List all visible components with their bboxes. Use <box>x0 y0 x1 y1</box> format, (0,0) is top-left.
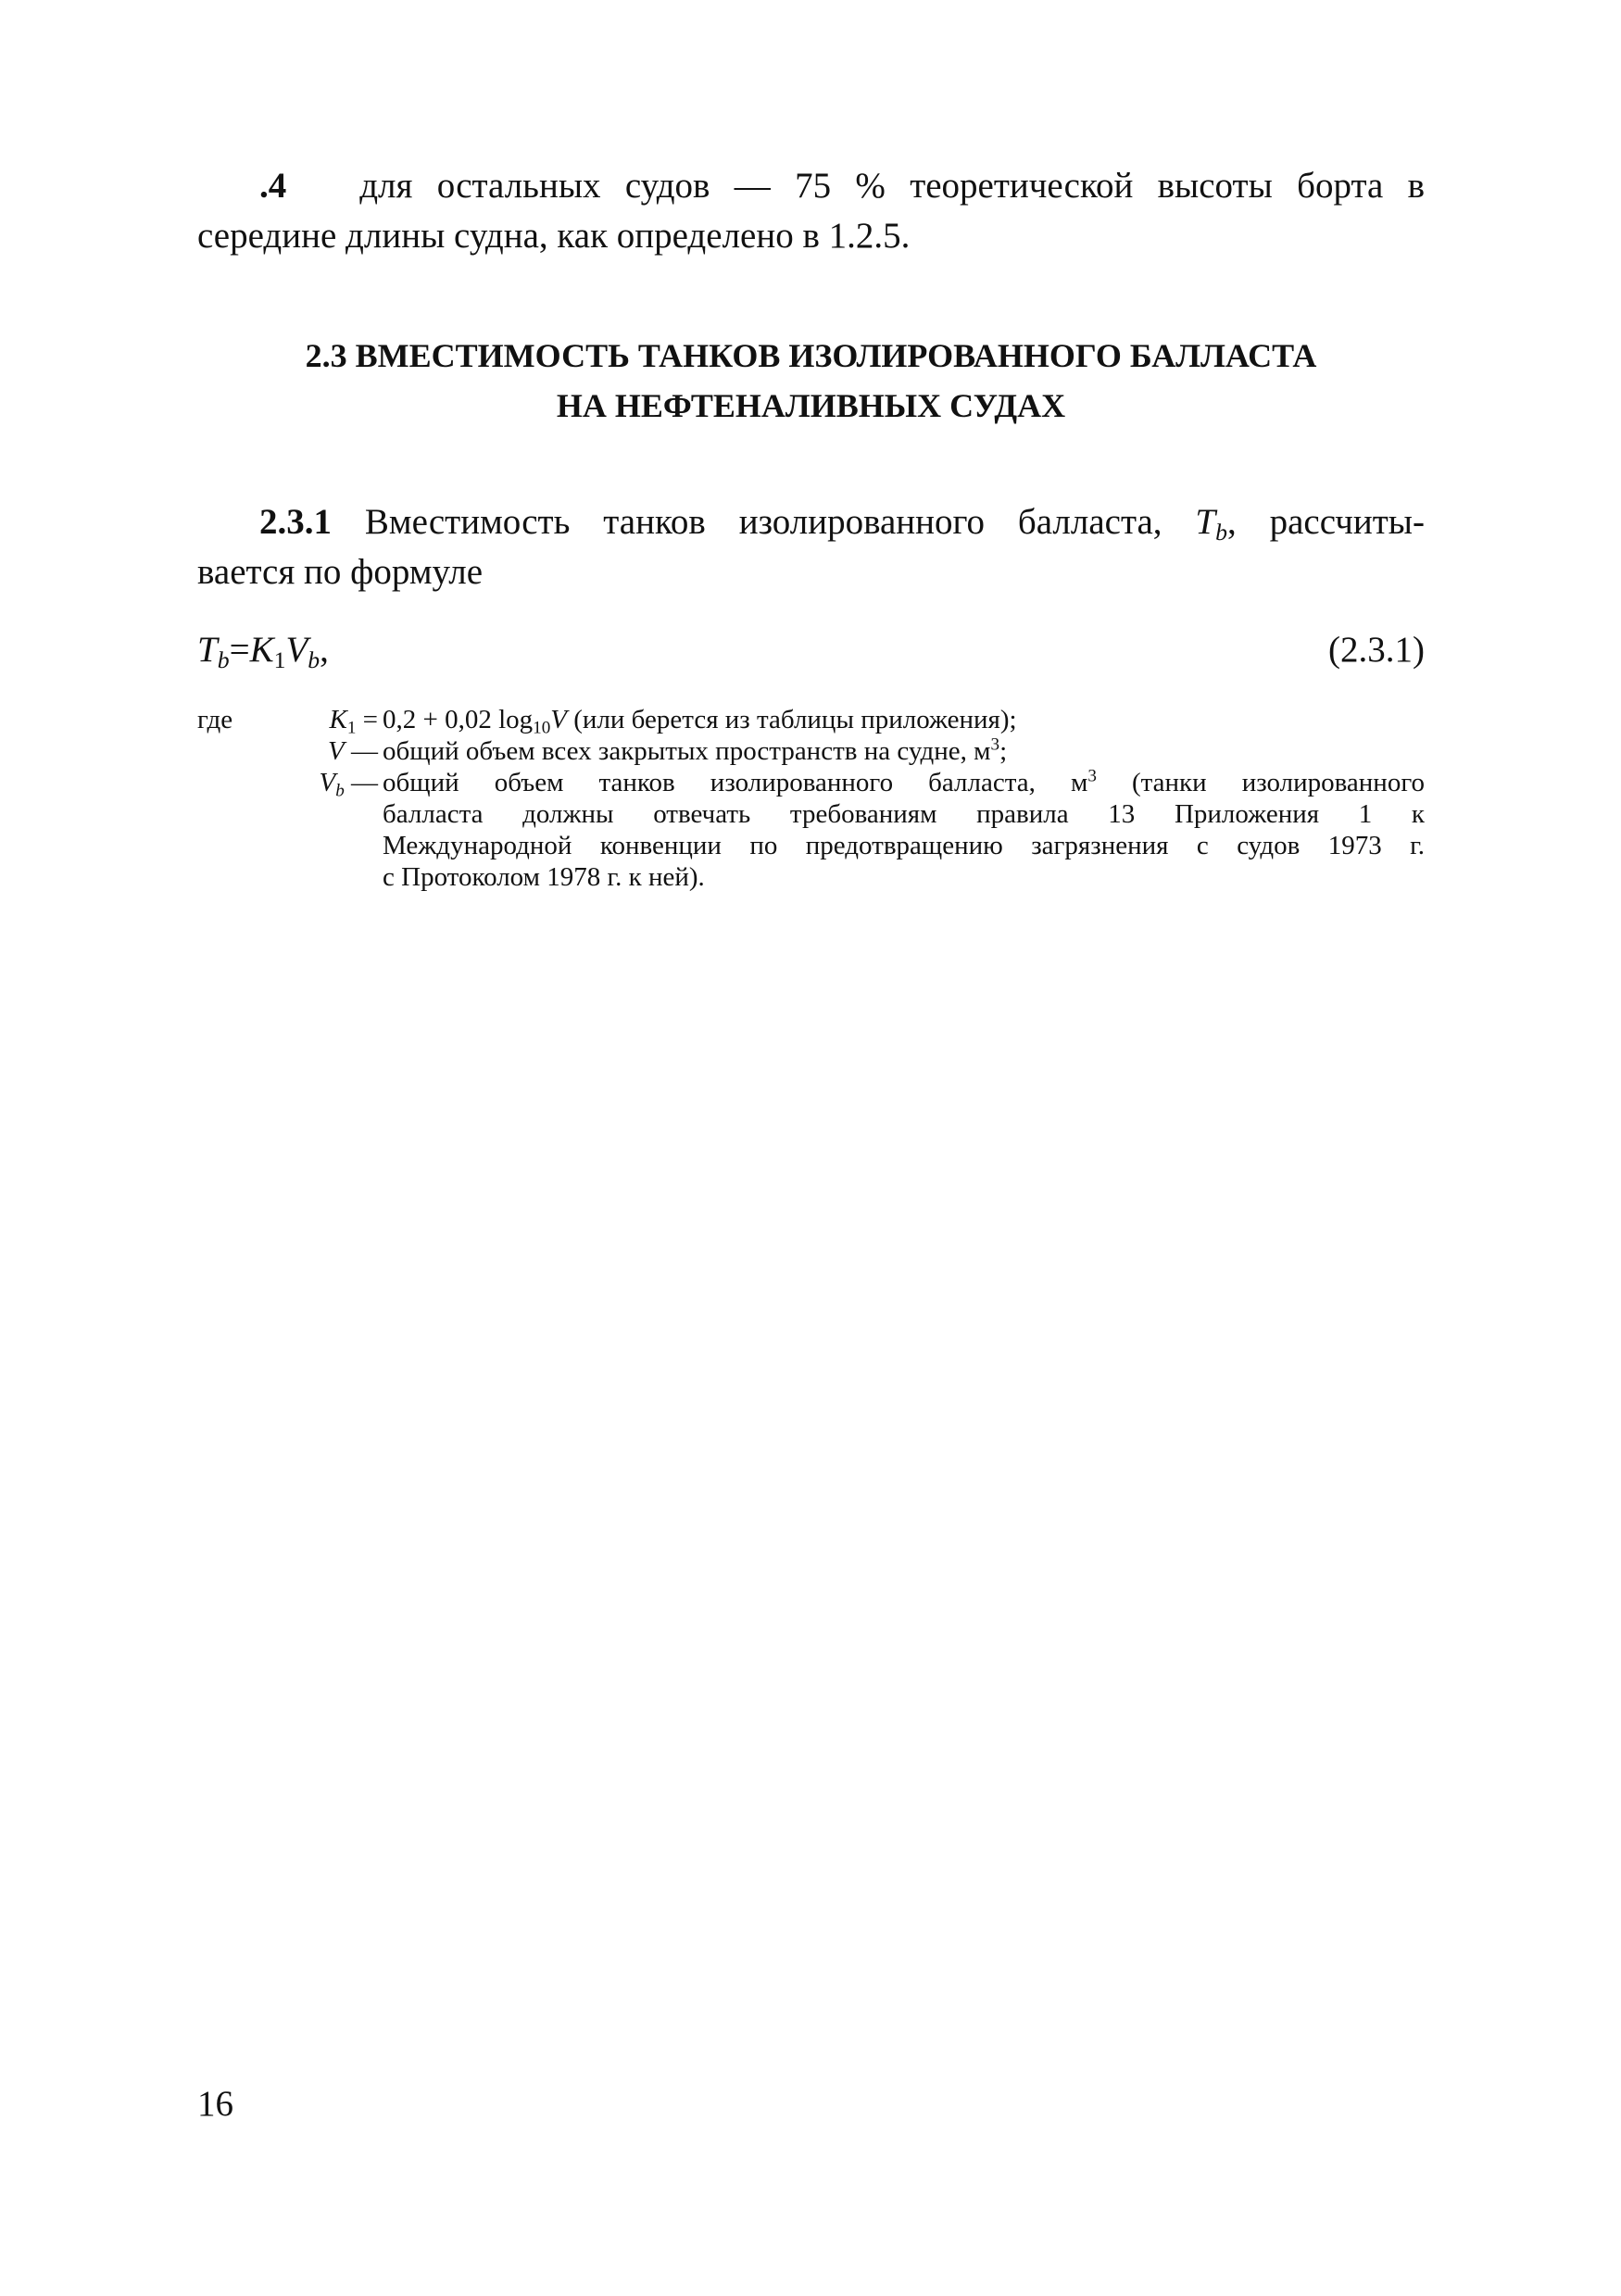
formula-V-sub: b <box>308 646 320 674</box>
definition-k1-text <box>383 704 1425 738</box>
definition-vb-symbol <box>197 767 378 801</box>
vb-sep: — <box>344 768 378 797</box>
vb-unit-sup: 3 <box>1087 766 1097 786</box>
item-4-paragraph <box>197 161 1425 261</box>
item-4-text-1: для остальных судов — 75 % теоретической высоты борта в <box>359 166 1425 206</box>
formula <box>197 625 329 675</box>
formula-K-sub: 1 <box>273 646 286 674</box>
clause-line-1 <box>197 497 1425 547</box>
section-heading-line-2: НА НЕФТЕНАЛИВНЫХ СУДАХ <box>556 387 1066 424</box>
item-4-line-2: середине длины судна, как определено в 1.2.5. <box>197 216 911 256</box>
k1-var: V <box>550 705 568 734</box>
section-heading <box>197 331 1425 431</box>
v-sep: — <box>344 736 378 766</box>
k1-text-b: (или берется из таблицы приложения); <box>567 705 1017 734</box>
clause-2-3-1 <box>197 497 1425 597</box>
formula-equals: = <box>229 630 250 670</box>
vb-line3: Международной конвенции по предотвращению загрязнения с судов 1973 г. <box>383 831 1425 860</box>
k1-log-sub: 10 <box>533 718 551 738</box>
page-number: 16 <box>197 2084 233 2124</box>
k1-sep: = <box>356 705 378 734</box>
vb-line1-b: (танки изолированного <box>1096 768 1425 797</box>
formula-V: V <box>285 630 308 670</box>
clause-text-1: Вместимость танков изолированного балласта, <box>364 502 1162 542</box>
definition-k1-symbol <box>197 704 378 738</box>
equation-number: (2.3.1) <box>1328 630 1425 670</box>
clause-number: 2.3.1 <box>259 502 332 542</box>
item-4-number: .4 <box>259 166 287 206</box>
definition-vb-text <box>383 767 1425 893</box>
section-heading-line-1: 2.3 ВМЕСТИМОСТЬ ТАНКОВ ИЗОЛИРОВАННОГО БАЛЛАСТА <box>305 337 1317 374</box>
clause-line-2: вается по формуле <box>197 552 484 592</box>
formula-T-sub: b <box>217 646 230 674</box>
where-label: где <box>197 705 233 734</box>
v-unit-sup: 3 <box>990 734 1000 755</box>
v-sym: V <box>328 736 345 766</box>
item-4-line-1 <box>197 161 1425 211</box>
k1-sym: K <box>329 705 347 734</box>
definition-v-text <box>383 735 1425 767</box>
k1-sym-sub: 1 <box>346 718 357 738</box>
definition-v-symbol <box>197 735 378 767</box>
v-end: ; <box>999 736 1008 766</box>
formula-K: K <box>249 630 274 670</box>
k1-text-a: 0,2 + 0,02 log <box>383 705 534 734</box>
clause-symbol-sub: b <box>1215 519 1227 546</box>
v-text: общий объем всех закрытых пространств на судне, м <box>383 736 991 766</box>
formula-tail: , <box>320 630 329 670</box>
vb-line2: балласта должны отвечать требованиям правила 13 Приложения 1 к <box>383 799 1425 829</box>
formula-T: T <box>197 630 218 670</box>
clause-symbol: T <box>1195 502 1216 542</box>
vb-line4: с Протоколом 1978 г. к ней). <box>383 862 705 892</box>
vb-line1-a: общий объем танков изолированного балласта, м <box>383 768 1088 797</box>
vb-sym: V <box>319 768 336 797</box>
clause-text-1-end: , рассчиты- <box>1227 502 1425 542</box>
vb-sym-sub: b <box>335 781 345 801</box>
